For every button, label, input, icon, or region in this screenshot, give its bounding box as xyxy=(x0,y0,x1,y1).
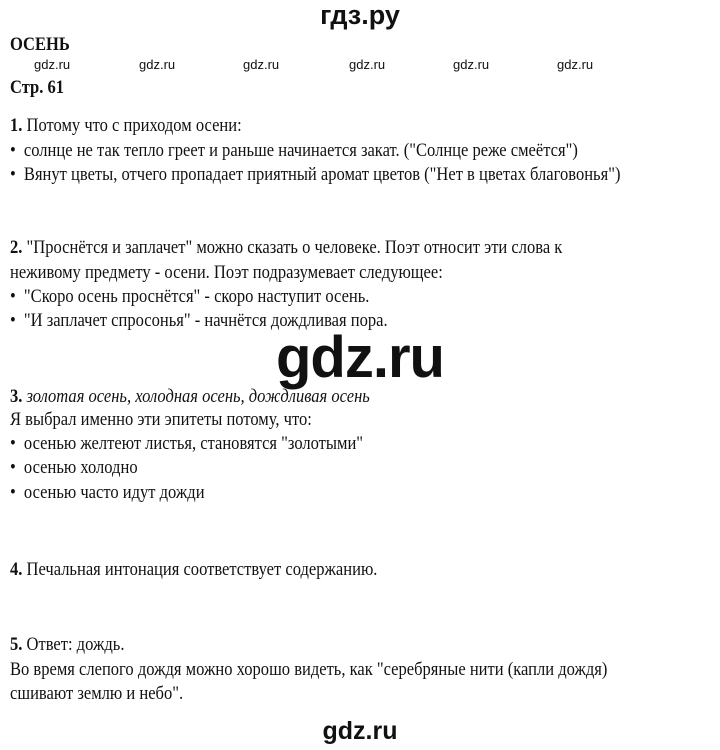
answer-epithets: золотая осень, холодная осень, дождливая осень xyxy=(26,386,370,407)
watermark: gdz.ru xyxy=(349,57,386,72)
bullet-text: "И заплачет спросонья" - начнётся дождливая пора. xyxy=(23,310,388,331)
answer-number: 3. xyxy=(10,386,23,407)
page-label: Стр. 61 xyxy=(10,77,65,98)
bullet-item xyxy=(10,433,363,455)
bullet-item xyxy=(10,286,369,308)
bullet-text: "Скоро осень проснётся" - скоро наступит осень. xyxy=(23,286,370,307)
answer-1-line xyxy=(10,115,242,137)
bullet-text: осенью часто идут дожди xyxy=(23,482,205,503)
section-title: ОСЕНЬ xyxy=(10,34,70,55)
bullet-item xyxy=(10,140,578,162)
watermark: gdz.ru xyxy=(453,57,490,72)
bullet-text: осенью желтеют листья, становятся "золотыми" xyxy=(23,433,364,454)
answer-text: Ответ: дождь. xyxy=(26,634,125,655)
site-title: гдз.ру xyxy=(320,0,400,30)
center-watermark: gdz.ru xyxy=(276,325,444,390)
bullet-item xyxy=(10,482,205,504)
bullet-item xyxy=(10,164,620,186)
answer-text: Во время слепого дождя можно хорошо видеть, как "серебряные нити (капли дождя) xyxy=(10,659,608,680)
bullet-text: Вянут цветы, отчего пропадает приятный аромат цветов ("Нет в цветах благовонья") xyxy=(23,164,621,185)
watermark: gdz.ru xyxy=(139,57,176,72)
answer-text: "Проснётся и заплачет" можно сказать о человеке. Поэт относит эти слова к xyxy=(26,237,563,258)
answer-number: 5. xyxy=(10,634,23,655)
watermark: gdz.ru xyxy=(34,57,71,72)
answer-number: 4. xyxy=(10,559,23,580)
watermark: gdz.ru xyxy=(557,57,594,72)
bullet-icon: • xyxy=(10,286,16,307)
answer-number: 1. xyxy=(10,115,23,136)
bottom-watermark: gdz.ru xyxy=(322,717,398,745)
bullet-icon: • xyxy=(10,457,16,478)
bullet-icon: • xyxy=(10,482,16,503)
bullet-icon: • xyxy=(10,164,16,185)
bullet-text: осенью холодно xyxy=(23,457,138,478)
answer-number: 2. xyxy=(10,237,23,258)
answer-text: Печальная интонация соответствует содержанию. xyxy=(26,559,378,580)
watermark: gdz.ru xyxy=(243,57,280,72)
answer-5-line xyxy=(10,634,124,656)
answer-4-line xyxy=(10,559,377,581)
answer-text: неживому предмету - осени. Поэт подразумевает следующее: xyxy=(10,262,443,283)
answer-3-line xyxy=(10,386,370,408)
answer-text: сшивают землю и небо". xyxy=(10,683,184,704)
bullet-icon: • xyxy=(10,310,16,331)
bullet-text: солнце не так тепло греет и раньше начинается закат. ("Солнце реже смеётся") xyxy=(23,140,578,161)
answer-text: Потому что с приходом осени: xyxy=(26,115,242,136)
bullet-item xyxy=(10,457,138,479)
answer-text: Я выбрал именно эти эпитеты потому, что: xyxy=(10,409,312,430)
bullet-icon: • xyxy=(10,140,16,161)
bullet-icon: • xyxy=(10,433,16,454)
answer-2-line xyxy=(10,237,562,259)
